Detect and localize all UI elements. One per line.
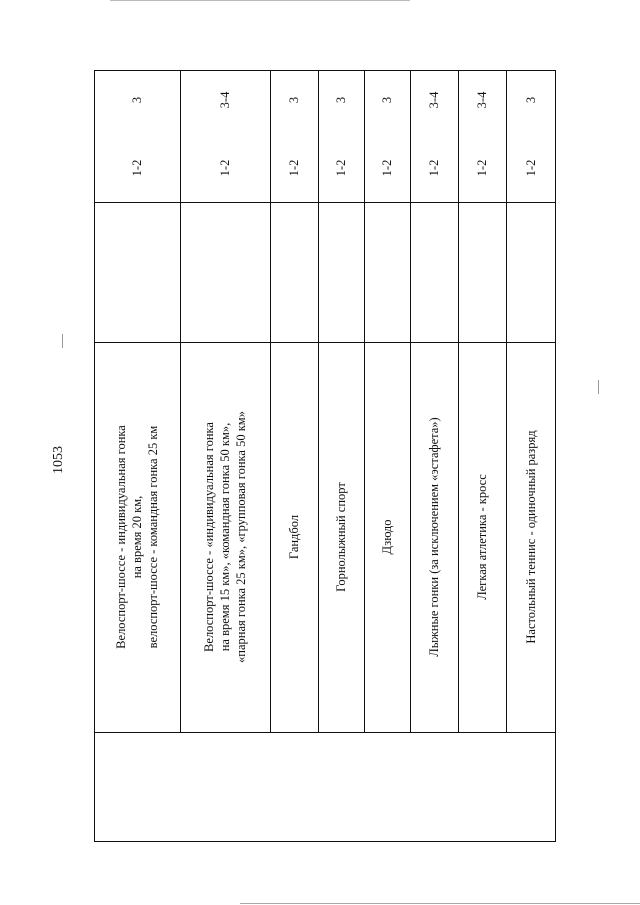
score-cell: 1-2: [218, 159, 232, 177]
row-divider: [270, 70, 271, 732]
scan-edge-top: [110, 0, 410, 1]
score-cell: 1-2: [427, 159, 441, 177]
discipline-cell: Горнолыжный спорт: [334, 482, 348, 592]
row-divider: [458, 70, 459, 732]
scan-speck: [62, 334, 63, 348]
row-divider: [318, 70, 319, 732]
score-cell: 3: [130, 96, 144, 104]
column-divider-empty: [94, 342, 556, 343]
scan-speck: [598, 380, 599, 394]
column-divider-discipline: [94, 732, 556, 733]
score-cell: 3: [287, 96, 301, 104]
score-cell: 3: [380, 96, 394, 104]
score-cell: 1-2: [130, 159, 144, 177]
score-cell: 3: [524, 96, 538, 104]
discipline-cell: Гандбол: [287, 514, 301, 560]
score-cell: 1-2: [380, 159, 394, 177]
scan-edge-bottom: [240, 903, 640, 904]
score-cell: 1-2: [287, 159, 301, 177]
discipline-cell: Легкая атлетика - кросс: [475, 474, 489, 600]
discipline-cell: Велоспорт-шоссе - индивидуальная гонка на время 20 км, велоспорт-шоссе - командная гонка 25 км: [114, 425, 160, 649]
score-cell: 3-4: [427, 91, 441, 109]
page-number: 1053: [51, 446, 66, 474]
sports-table: [94, 70, 556, 842]
discipline-cell: Дзюдо: [380, 519, 394, 555]
row-divider: [410, 70, 411, 732]
column-divider-scores: [94, 202, 556, 203]
score-cell: 1-2: [524, 159, 538, 177]
discipline-cell: Настольный теннис - одиночный разряд: [524, 430, 538, 644]
score-cell: 3: [334, 96, 348, 104]
score-cell: 3-4: [475, 91, 489, 109]
discipline-cell: Лыжные гонки (за исключением «эстафета»): [427, 417, 441, 657]
score-cell: 3-4: [218, 91, 232, 109]
score-cell: 1-2: [334, 159, 348, 177]
row-divider: [364, 70, 365, 732]
score-cell: 1-2: [475, 159, 489, 177]
discipline-cell: Велоспорт-шоссе - «индивидуальная гонка на время 15 км», «командная гонка 50 км», «парная гонка 25 км», «групповая гонка 50 км»: [202, 411, 248, 663]
row-divider: [506, 70, 507, 732]
row-divider: [180, 70, 181, 732]
